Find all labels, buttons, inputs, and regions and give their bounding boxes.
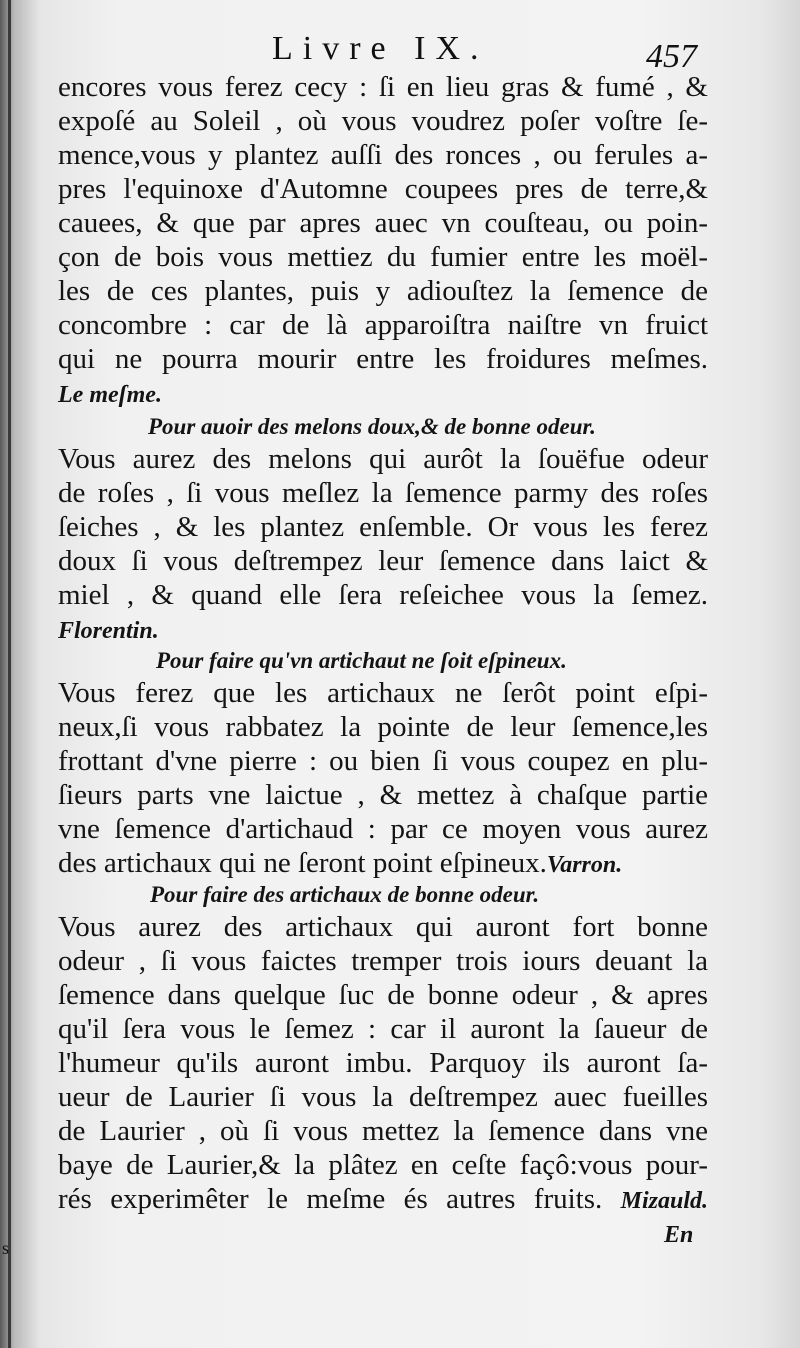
text-line: mence,vous y plantez auſſi des ronces , ou ferules a- <box>58 139 708 171</box>
text-line: miel , & quand elle ſera reſeichee vous la ſemez. <box>58 579 708 611</box>
text-line: de roſes , ſi vous meſlez la ſemence parmy des roſes <box>58 477 708 509</box>
text-fragment: des artichaux qui ne ſeront point eſpineux. <box>58 847 547 879</box>
text-line: Vous aurez des melons qui aurôt la ſouëfue odeur <box>58 443 708 475</box>
gutter-shadow <box>8 0 11 1348</box>
text-line: expoſé au Soleil , où vous voudrez poſer voſtre ſe- <box>58 105 708 137</box>
text-line: encores vous ferez cecy : ſi en lieu gras & fumé , & <box>58 71 708 103</box>
page-number: 457 <box>646 38 697 75</box>
text-line: doux ſi vous deſtrempez leur ſemence dans laict & <box>58 545 708 577</box>
section-heading: Pour auoir des melons doux,& de bonne odeur. <box>148 414 596 439</box>
text-line: concombre : car de là apparoiſtra naiſtre vn fruict <box>58 309 708 341</box>
text-line: les de ces plantes, puis y adiouſtez la ſemence de <box>58 275 708 307</box>
text-line: ſeiches , & les plantez enſemble. Or vous les ferez <box>58 511 708 543</box>
text-line: vne ſemence d'artichaud : par ce moyen vous aurez <box>58 813 708 845</box>
text-line <box>58 848 708 880</box>
attribution: Varron. <box>546 852 623 878</box>
text-line: ſemence dans quelque ſuc de bonne odeur , & apres <box>58 979 708 1011</box>
attribution: Le meſme. <box>58 382 162 408</box>
text-line: odeur , ſi vous faictes tremper trois iours deuant la <box>58 945 708 977</box>
text-line <box>58 1184 708 1216</box>
text-line: qu'il ſera vous le ſemez : car il auront la ſaueur de <box>58 1013 708 1045</box>
text-line: Vous ferez que les artichaux ne ſerôt point eſpi- <box>58 677 708 709</box>
section-heading: Pour faire des artichaux de bonne odeur. <box>150 882 540 907</box>
text-line: neux,ſi vous rabbatez la pointe de leur ſemence,les <box>58 711 708 743</box>
text-line: ueur de Laurier ſi vous la deſtrempez auec fueilles <box>58 1081 708 1113</box>
text-line: pres l'equinoxe d'Automne coupees pres de terre,& <box>58 173 708 205</box>
text-line: de Laurier , où ſi vous mettez la ſemence dans vne <box>58 1115 708 1147</box>
section-heading: Pour faire qu'vn artichaut ne ſoit eſpineux. <box>156 648 567 673</box>
text-line: Vous aurez des artichaux qui auront fort bonne <box>58 911 708 943</box>
text-line: ſieurs parts vne laictue , & mettez à chaſque partie <box>58 779 708 811</box>
attribution: Florentin. <box>58 618 159 644</box>
text-line: baye de Laurier,& la plâtez en ceſte façô:vous pour- <box>58 1149 708 1181</box>
text-line: l'humeur qu'ils auront imbu. Parquoy ils auront ſa- <box>58 1047 708 1079</box>
text-line: qui ne pourra mourir entre les froidures meſmes. <box>58 343 708 375</box>
catchword: En <box>664 1222 694 1248</box>
text-fragment: rés experimêter le meſme és autres fruits. <box>58 1183 603 1215</box>
text-line: frottant d'vne pierre : ou bien ſi vous coupez en plu- <box>58 745 708 777</box>
running-head: Livre IX. <box>272 30 489 67</box>
attribution: Mizauld. <box>620 1188 708 1214</box>
text-line: çon de bois vous mettiez du fumier entre les moël- <box>58 241 708 273</box>
text-line: cauees, & que par apres auec vn couſteau, ou poin- <box>58 207 708 239</box>
gutter-mark: s <box>2 1238 10 1258</box>
